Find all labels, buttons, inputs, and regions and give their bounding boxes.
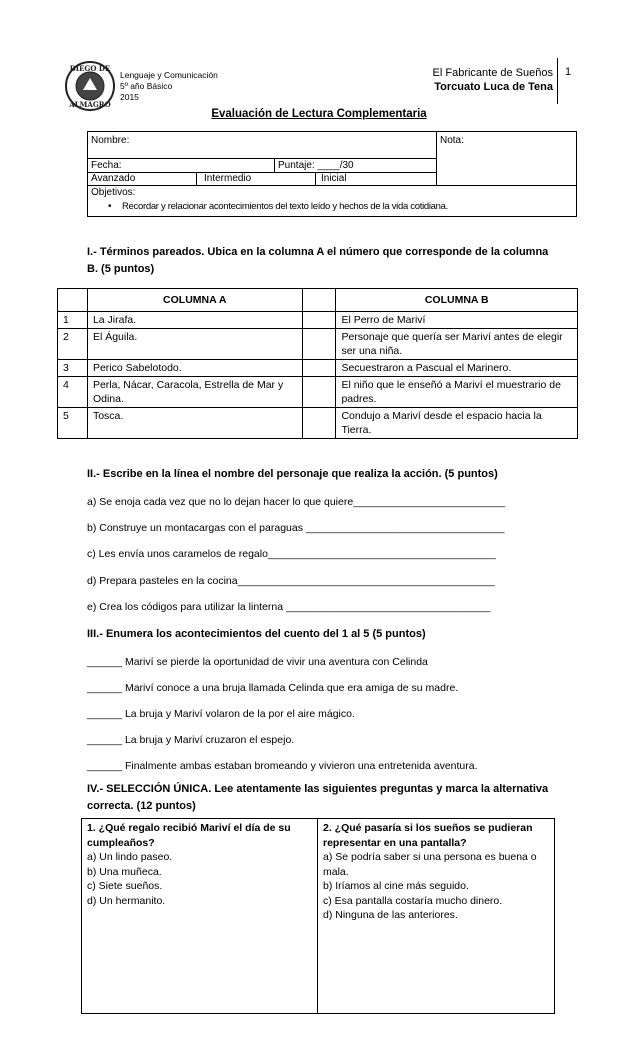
table-row: 2 El Águila. Personaje que quería ser Mariví antes de elegir ser una niña. [58,329,578,360]
sequence-line[interactable]: ______ La bruja y Mariví volaron de la por el aire mágico. [87,708,355,720]
table-row: 3 Perico Sabelotodo. Secuestraron a Pascual el Marinero. [58,360,578,377]
option[interactable]: c) Siete sueños. [87,880,163,892]
book-author: Torcuato Luca de Tena [434,81,553,93]
option[interactable]: a) Se podría saber si una persona es buena o mala. [323,851,537,878]
divider [436,132,437,185]
table-row: 1 La Jirafa. El Perro de Mariví [58,312,578,329]
school-info [120,70,218,103]
fill-line[interactable]: b) Construye un montacargas con el paraguas __________________________________ [87,522,505,534]
matching-table [57,288,578,439]
fill-line[interactable]: a) Se enoja cada vez que no lo dejan hacer lo que quiere__________________________ [87,496,506,508]
document-title: Evaluación de Lectura Complementaria [211,108,427,120]
bullet-icon: • [108,201,112,212]
level-intermediate: Intermedio [204,173,252,184]
level-initial: Inicial [321,173,347,184]
answer-cell[interactable] [302,360,336,377]
sequence-line[interactable]: ______ Mariví se pierde la oportunidad de vivir una aventura con Celinda [87,656,428,668]
divider [196,172,197,185]
question-box-2 [317,818,555,1014]
section2-heading: II.- Escribe en la línea el nombre del personaje que realiza la acción. (5 puntos) [87,468,498,480]
year: 2015 [120,92,139,102]
objective-item: Recordar y relacionar acontecimientos del texto leído y hechos de la vida cotidiana. [122,201,448,212]
student-info-box [87,131,577,217]
table-header-row [58,289,578,312]
fill-line[interactable]: d) Prepara pasteles en la cocina____________________________________________ [87,575,495,587]
svg-text:DIEGO DE: DIEGO DE [69,64,111,73]
book-info [425,66,553,94]
answer-cell[interactable] [302,329,336,360]
answer-cell[interactable] [302,377,336,408]
sequence-line[interactable]: ______ La bruja y Mariví cruzaron el espejo. [87,734,295,746]
sequence-line[interactable]: ______ Finalmente ambas estaban bromeando y vivieron una entretenida aventura. [87,760,478,772]
answer-cell[interactable] [302,312,336,329]
grade: 5º año Básico [120,81,173,91]
option[interactable]: b) Iríamos al cine más seguido. [323,880,469,892]
option[interactable]: a) Un lindo paseo. [87,851,173,863]
section1-heading: I.- Términos pareados. Ubica en la columna A el número que corresponde de la columna B. (5 puntos) [87,246,549,275]
subject: Lenguaje y Comunicación [120,70,218,80]
objectives-label: Objetivos: [91,187,136,198]
score-label: Puntaje: ____/30 [278,160,354,171]
fill-line[interactable]: e) Crea los códigos para utilizar la linterna ___________________________________ [87,601,491,613]
divider [274,158,275,172]
answer-cell[interactable] [302,408,336,439]
date-label: Fecha: [91,160,122,171]
divider [88,172,436,173]
option[interactable]: c) Esa pantalla costaría mucho dinero. [323,894,503,907]
svg-text:ALMAGRO: ALMAGRO [69,100,111,109]
level-advanced: Avanzado [91,173,136,184]
name-label: Nombre: [91,135,130,146]
option[interactable]: d) Un hermanito. [87,894,166,907]
school-logo [64,60,116,112]
option[interactable]: b) Una muñeca. [87,865,162,878]
section4-heading: IV.- SELECCIÓN ÚNICA. Lee atentamente las siguientes preguntas y marca la alternativa correcta. (12 puntos) [87,783,549,812]
book-title: El Fabricante de Sueños [432,67,553,79]
section3-heading: III.- Enumera los acontecimientos del cuento del 1 al 5 (5 puntos) [87,628,426,640]
divider [88,158,436,159]
question-text: 2. ¿Qué pasaría si los sueños se pudieran representar en una pantalla? [323,822,533,849]
sequence-line[interactable]: ______ Mariví conoce a una bruja llamada Celinda que era amiga de su madre. [87,682,459,694]
divider [88,185,576,186]
page-number: 1 [565,66,572,78]
question-box-1 [81,818,318,1014]
column-a-header: COLUMNA A [87,289,302,312]
table-row: 5 Tosca. Condujo a Mariví desde el espacio hacia la Tierra. [58,408,578,439]
grade-label: Nota: [440,135,464,146]
option[interactable]: d) Ninguna de las anteriores. [323,909,458,921]
divider [315,172,316,185]
header-divider [557,58,558,104]
question-text: 1. ¿Qué regalo recibió Mariví el día de su cumpleaños? [87,822,291,849]
fill-line[interactable]: c) Les envía unos caramelos de regalo_______________________________________ [87,548,496,560]
table-row: 4 Perla, Nácar, Caracola, Estrella de Mar y Odina. El niño que le enseñó a Mariví el muestrario de padres. [58,377,578,408]
column-b-header: COLUMNA B [336,289,578,312]
